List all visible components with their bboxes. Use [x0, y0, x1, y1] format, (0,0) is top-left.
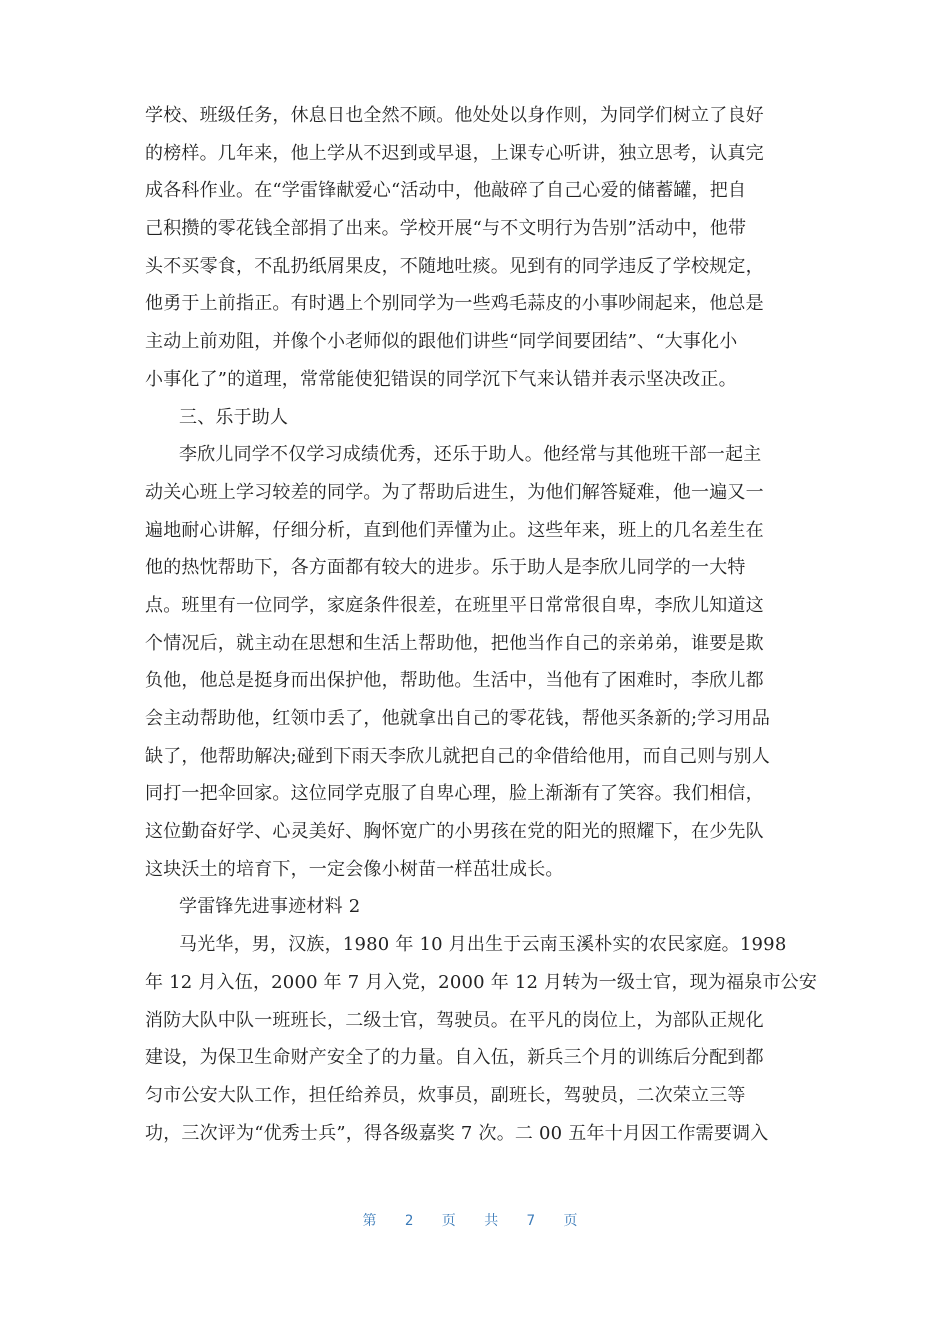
- text-line: 头不买零食，不乱扔纸屑果皮，不随地吐痰。见到有的同学违反了学校规定，: [145, 255, 764, 277]
- text-line: 点。班里有一位同学，家庭条件很差，在班里平日常常很自卑，李欣儿知道这: [145, 594, 764, 616]
- page-number-footer: 第 2 页 共 7 页: [362, 1213, 588, 1229]
- text-line: 会主动帮助他，红领巾丢了，他就拿出自己的零花钱，帮他买条新的;学习用品: [145, 708, 771, 729]
- text-line: 己积攒的零花钱全部捐了出来。学校开展“与不文明行为告别”活动中，他带: [145, 218, 747, 240]
- text-line: 的榜样。几年来，他上学从不迟到或早退，上课专心听讲，独立思考，认真完: [145, 142, 764, 164]
- text-line: 马光华，男，汉族，1980 年 10 月出生于云南玉溪朴实的农民家庭。1998: [179, 934, 787, 956]
- text-line: 负他，他总是挺身而出保护他，帮助他。生活中，当他有了困难时，李欣儿都: [145, 670, 764, 692]
- text-line: 三、乐于助人: [179, 406, 289, 428]
- text-line: 同打一把伞回家。这位同学克服了自卑心理，脸上渐渐有了笑容。我们相信，: [145, 783, 764, 805]
- text-line: 李欣儿同学不仅学习成绩优秀，还乐于助人。他经常与其他班干部一起主: [179, 444, 762, 466]
- text-line: 匀市公安大队工作，担任给养员，炊事员，副班长，驾驶员，二次荣立三等: [145, 1084, 746, 1106]
- text-line: 小事化了”的道理，常常能使犯错误的同学沉下气来认错并表示坚决改正。: [145, 368, 737, 390]
- text-line: 他的热忱帮助下，各方面都有较大的进步。乐于助人是李欣儿同学的一大特: [145, 557, 746, 579]
- text-line: 这块沃土的培育下，一定会像小树苗一样茁壮成长。: [145, 858, 564, 880]
- text-line: 这位勤奋好学、心灵美好、胸怀宽广的小男孩在党的阳光的照耀下，在少先队: [145, 821, 764, 843]
- text-line: 缺了，他帮助解决;碰到下雨天李欣儿就把自己的伞借给他用，而自己则与别人: [145, 745, 771, 767]
- text-line: 学雷锋先进事迹材料 2: [179, 896, 361, 918]
- text-line: 主动上前劝阻，并像个小老师似的跟他们讲些“同学间要团结”、“大事化小: [145, 331, 738, 353]
- text-line: 消防大队中队一班班长，二级士官，驾驶员。在平凡的岗位上，为部队正规化: [145, 1009, 764, 1031]
- text-line: 动关心班上学习较差的同学。为了帮助后进生，为他们解答疑难，他一遍又一: [145, 481, 764, 503]
- document-body: [145, 97, 818, 1152]
- text-line: 他勇于上前指正。有时遇上个别同学为一些鸡毛蒜皮的小事吵闹起来，他总是: [145, 293, 764, 315]
- text-line: 遍地耐心讲解，仔细分析，直到他们弄懂为止。这些年来，班上的几名差生在: [145, 519, 764, 541]
- text-line: 成各科作业。在“学雷锋献爱心“活动中，他敲碎了自己心爱的储蓄罐，把自: [145, 180, 747, 202]
- text-line: 建设，为保卫生命财产安全了的力量。自入伍，新兵三个月的训练后分配到都: [145, 1047, 764, 1069]
- text-line: 年 12 月入伍，2000 年 7 月入党，2000 年 12 月转为一级士官，现为福泉市公安: [145, 971, 818, 993]
- text-line: 个情况后，就主动在思想和生活上帮助他，把他当作自己的亲弟弟，谁要是欺: [145, 632, 764, 654]
- text-line: 学校、班级任务，休息日也全然不顾。他处处以身作则，为同学们树立了良好: [145, 105, 764, 126]
- text-line: 功，三次评为“优秀士兵”，得各级嘉奖 7 次。二 00 五年十月因工作需要调入: [145, 1122, 769, 1144]
